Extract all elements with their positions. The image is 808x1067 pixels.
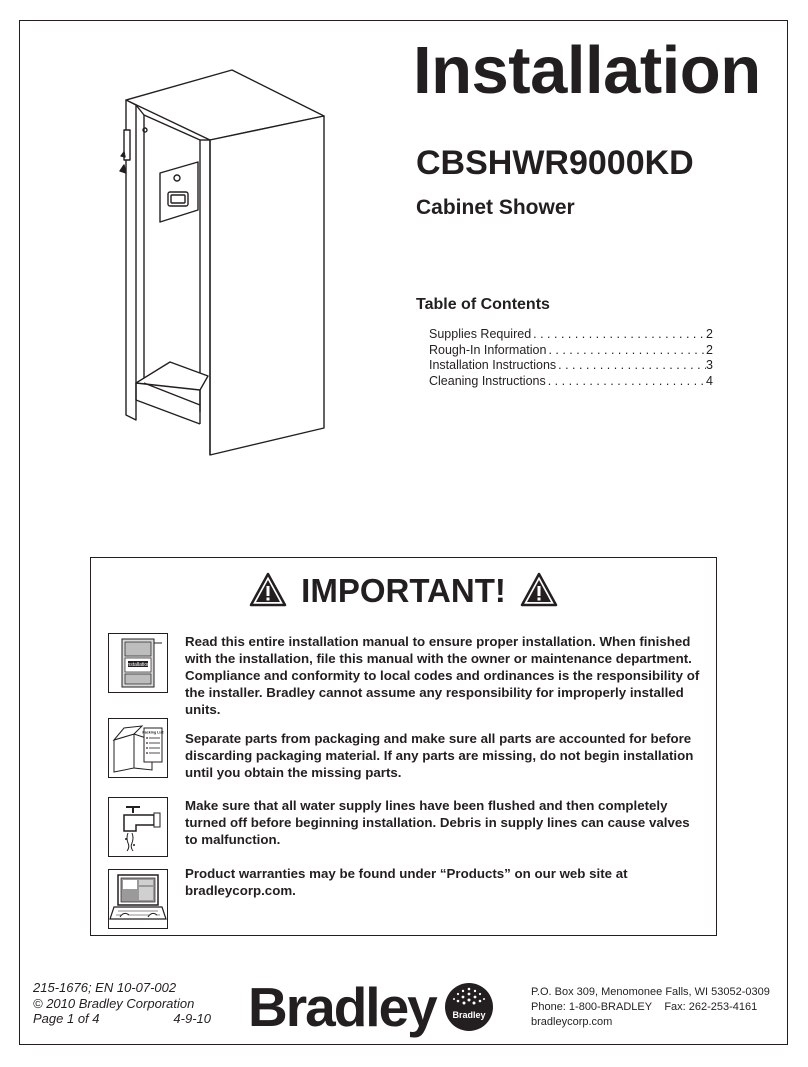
copyright-text: © 2010 Bradley Corporation xyxy=(33,995,195,1011)
manual-binder-icon xyxy=(108,633,168,693)
table-of-contents xyxy=(429,327,713,389)
fax-number: Fax: 262-253-4161 xyxy=(664,1001,758,1013)
cabinet-shower-illustration xyxy=(110,60,350,470)
packing-list-label: Packing List xyxy=(142,730,164,735)
product-subtitle: Cabinet Shower xyxy=(416,196,575,219)
document-info xyxy=(33,980,211,1027)
phone-number: Phone: 1-800-BRADLEY xyxy=(531,1001,653,1013)
page-number: Page 1 of 4 xyxy=(33,1011,100,1026)
mailing-address: P.O. Box 309, Menomonee Falls, WI 53052-0309 xyxy=(531,986,770,998)
toc-item[interactable] xyxy=(429,374,713,390)
model-number: CBSHWR9000KD xyxy=(416,144,694,182)
toc-item-label: Rough-In Information xyxy=(429,342,547,357)
packing-list-box-icon xyxy=(108,718,168,778)
toc-item-page: 3 xyxy=(706,358,713,372)
revision-date: 4-9-10 xyxy=(173,1011,211,1026)
toc-item-page: 2 xyxy=(706,327,713,341)
toc-item-label: Installation Instructions xyxy=(429,358,557,372)
toc-item[interactable] xyxy=(429,358,713,374)
toc-heading: Table of Contents xyxy=(416,296,550,313)
toc-leader-dots xyxy=(531,327,706,341)
logo-badge-text: Bradley xyxy=(452,1010,486,1020)
important-box xyxy=(90,557,717,936)
manual-icon-label: Installation xyxy=(126,661,150,668)
toc-leader-dots xyxy=(556,358,706,372)
laptop-website-icon xyxy=(108,869,168,929)
toc-leader-dots xyxy=(546,374,706,388)
note-flush-lines: Make sure that all water supply lines have been flushed and then completely turned off before beginning installation. Debris in supply lines can cause valves to malfunction. xyxy=(185,798,690,847)
important-heading xyxy=(91,572,716,608)
toc-item[interactable] xyxy=(429,343,713,359)
toc-item-label: Supplies Required xyxy=(429,327,532,341)
toc-item-page: 2 xyxy=(706,342,713,357)
toc-item-page: 4 xyxy=(706,373,713,388)
contact-info xyxy=(531,985,770,1030)
important-title: IMPORTANT! xyxy=(301,571,506,609)
toc-leader-dots xyxy=(546,343,706,357)
document-number: 215-1676; EN 10-07-002 xyxy=(33,980,177,995)
bradley-globe-logo-icon xyxy=(444,982,494,1032)
note-packing-list: Separate parts from packaging and make sure all parts are accounted for before discarding packaging material. If any parts are missing, do not begin installation until you obtain the missing parts. xyxy=(185,731,694,780)
website-link[interactable]: bradleycorp.com xyxy=(531,1016,613,1028)
page-title: Installation xyxy=(413,33,761,108)
faucet-debris-icon xyxy=(108,797,168,857)
warning-icon xyxy=(249,572,287,608)
toc-item[interactable] xyxy=(429,327,713,343)
warning-icon xyxy=(520,572,558,608)
note-read-manual: Read this entire installation manual to ensure proper installation. When finished with the installation, file this manual with the owner or maintenance department. Compliance and conformity to local codes and ordinances is the responsibility of the installer. Bradley cannot assume any responsibility for improperly installed units. xyxy=(185,634,700,717)
logo-wordmark: Bradley xyxy=(248,976,436,1038)
toc-item-label: Cleaning Instructions xyxy=(429,373,546,388)
note-warranties: Product warranties may be found under “Products” on our web site at bradleycorp.com. xyxy=(185,866,628,898)
